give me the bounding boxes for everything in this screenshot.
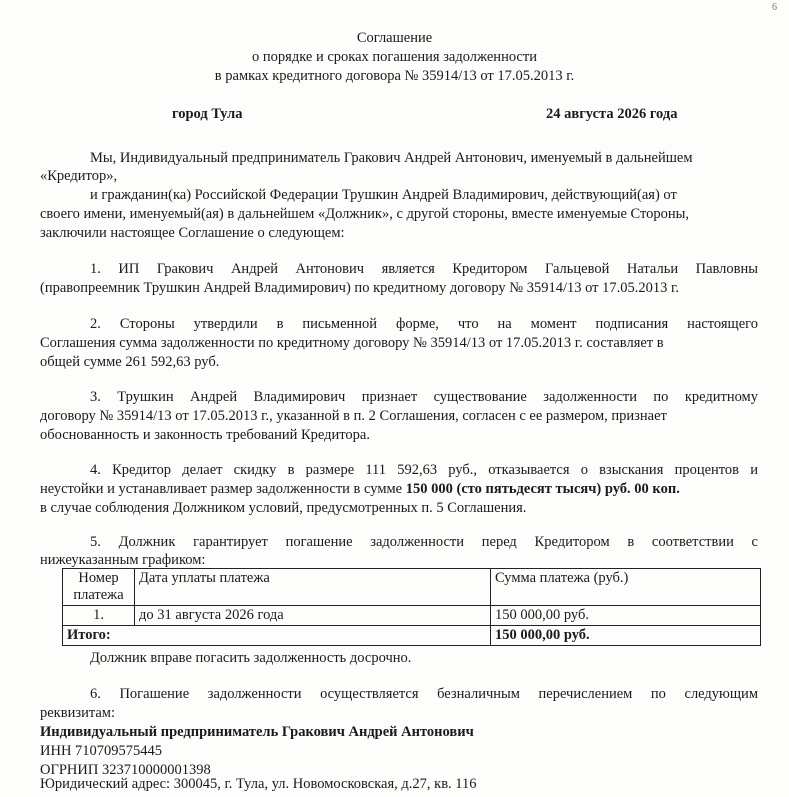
- clause-2-line-3: общей сумме 261 592,63 руб.: [40, 354, 220, 370]
- clause-5-line-1: 5. Должник гарантирует погашение задолженности перед Кредитором в соответствии с: [90, 534, 758, 550]
- clause-4-line-2: [40, 480, 680, 498]
- header-number-line-1: Номер: [78, 570, 119, 586]
- header-number-line-2: платежа: [73, 587, 124, 603]
- intro-line-1: Мы, Индивидуальный предприниматель Гракович Андрей Антонович, именуемый в дальнейшем: [90, 150, 693, 166]
- date-of-signing: 24 августа 2026 года: [546, 106, 678, 122]
- clause-3-line-1: 3. Трушкин Андрей Владимирович признает существование задолженности по кредитному: [90, 389, 758, 405]
- clause-4-amount: 150 000 (сто пятьдесят тысяч) руб. 00 коп.: [405, 481, 680, 497]
- header-payment-sum: Сумма платежа (руб.): [491, 569, 761, 606]
- clause-5-after-table: Должник вправе погасить задолженность досрочно.: [90, 650, 412, 666]
- row-payment-date: до 31 августа 2026 года: [135, 606, 491, 626]
- clause-1-line-2: (правопреемник Трушкин Андрей Владимирович) по кредитному договору № 35914/13 от 17.05.2013 г.: [40, 280, 679, 296]
- header-payment-date: Дата уплаты платежа: [135, 569, 491, 606]
- payment-schedule-table: [62, 568, 761, 646]
- clause-1-line-1: 1. ИП Гракович Андрей Антонович является Кредитором Гальцевой Натальи Павловны: [90, 261, 758, 277]
- intro-line-2: «Кредитор»,: [40, 168, 118, 184]
- document-subtitle-contract: в рамках кредитного договора № 35914/13 от 17.05.2013 г.: [214, 68, 575, 84]
- clause-4-line-2-text: неустойки и устанавливает размер задолженности в сумме: [40, 481, 406, 497]
- total-label: Итого:: [63, 626, 491, 646]
- clause-5-line-2: нижеуказанным графиком:: [40, 552, 206, 568]
- clause-3-line-2: договору № 35914/13 от 17.05.2013 г., указанной в п. 2 Соглашения, согласен с ее размером, признает: [40, 408, 667, 424]
- total-sum: 150 000,00 руб.: [491, 626, 761, 646]
- place-of-signing: город Тула: [172, 106, 243, 122]
- table-header-row: [63, 569, 761, 606]
- requisites-name: Индивидуальный предприниматель Гракович Андрей Антонович: [40, 724, 474, 740]
- clause-2-line-2: Соглашения сумма задолженности по кредитному договору № 35914/13 от 17.05.2013 г. составляет в: [40, 335, 664, 351]
- row-payment-number: 1.: [63, 606, 135, 626]
- intro-line-5: заключили настоящее Соглашение о следующем:: [40, 225, 345, 241]
- clause-4-line-3: в случае соблюдения Должником условий, предусмотренных п. 5 Соглашения.: [40, 500, 527, 516]
- clause-6-line-1: 6. Погашение задолженности осуществляется безналичным перечислением по следующим: [90, 686, 758, 702]
- corner-mark: 6: [772, 2, 777, 13]
- requisites-address: Юридический адрес: 300045, г. Тула, ул. Новомосковская, д.27, кв. 116: [40, 776, 477, 792]
- document-title: Соглашение: [356, 30, 433, 46]
- clause-4-line-1: 4. Кредитор делает скидку в размере 111 592,63 руб., отказывается о взыскания процентов и: [90, 462, 758, 478]
- document-subtitle: о порядке и сроках погашения задолженности: [252, 49, 537, 65]
- table-row: [63, 606, 761, 626]
- row-payment-sum: 150 000,00 руб.: [491, 606, 761, 626]
- table-total-row: [63, 626, 761, 646]
- clause-3-line-3: обоснованность и законность требований Кредитора.: [40, 427, 370, 443]
- clause-6-line-2: реквизитам:: [40, 705, 115, 721]
- intro-line-3: и гражданин(ка) Российской Федерации Трушкин Андрей Владимирович, действующий(ая) от: [90, 187, 677, 203]
- clause-2-line-1: 2. Стороны утвердили в письменной форме, что на момент подписания настоящего: [90, 316, 758, 332]
- requisites-ogrnip: ОГРНИП 323710000001398: [40, 762, 211, 778]
- header-payment-number: [63, 569, 135, 606]
- requisites-inn: ИНН 710709575445: [40, 743, 163, 759]
- intro-line-4: своего имени, именуемый(ая) в дальнейшем «Должник», с другой стороны, вместе именуемые Стороны,: [40, 206, 690, 222]
